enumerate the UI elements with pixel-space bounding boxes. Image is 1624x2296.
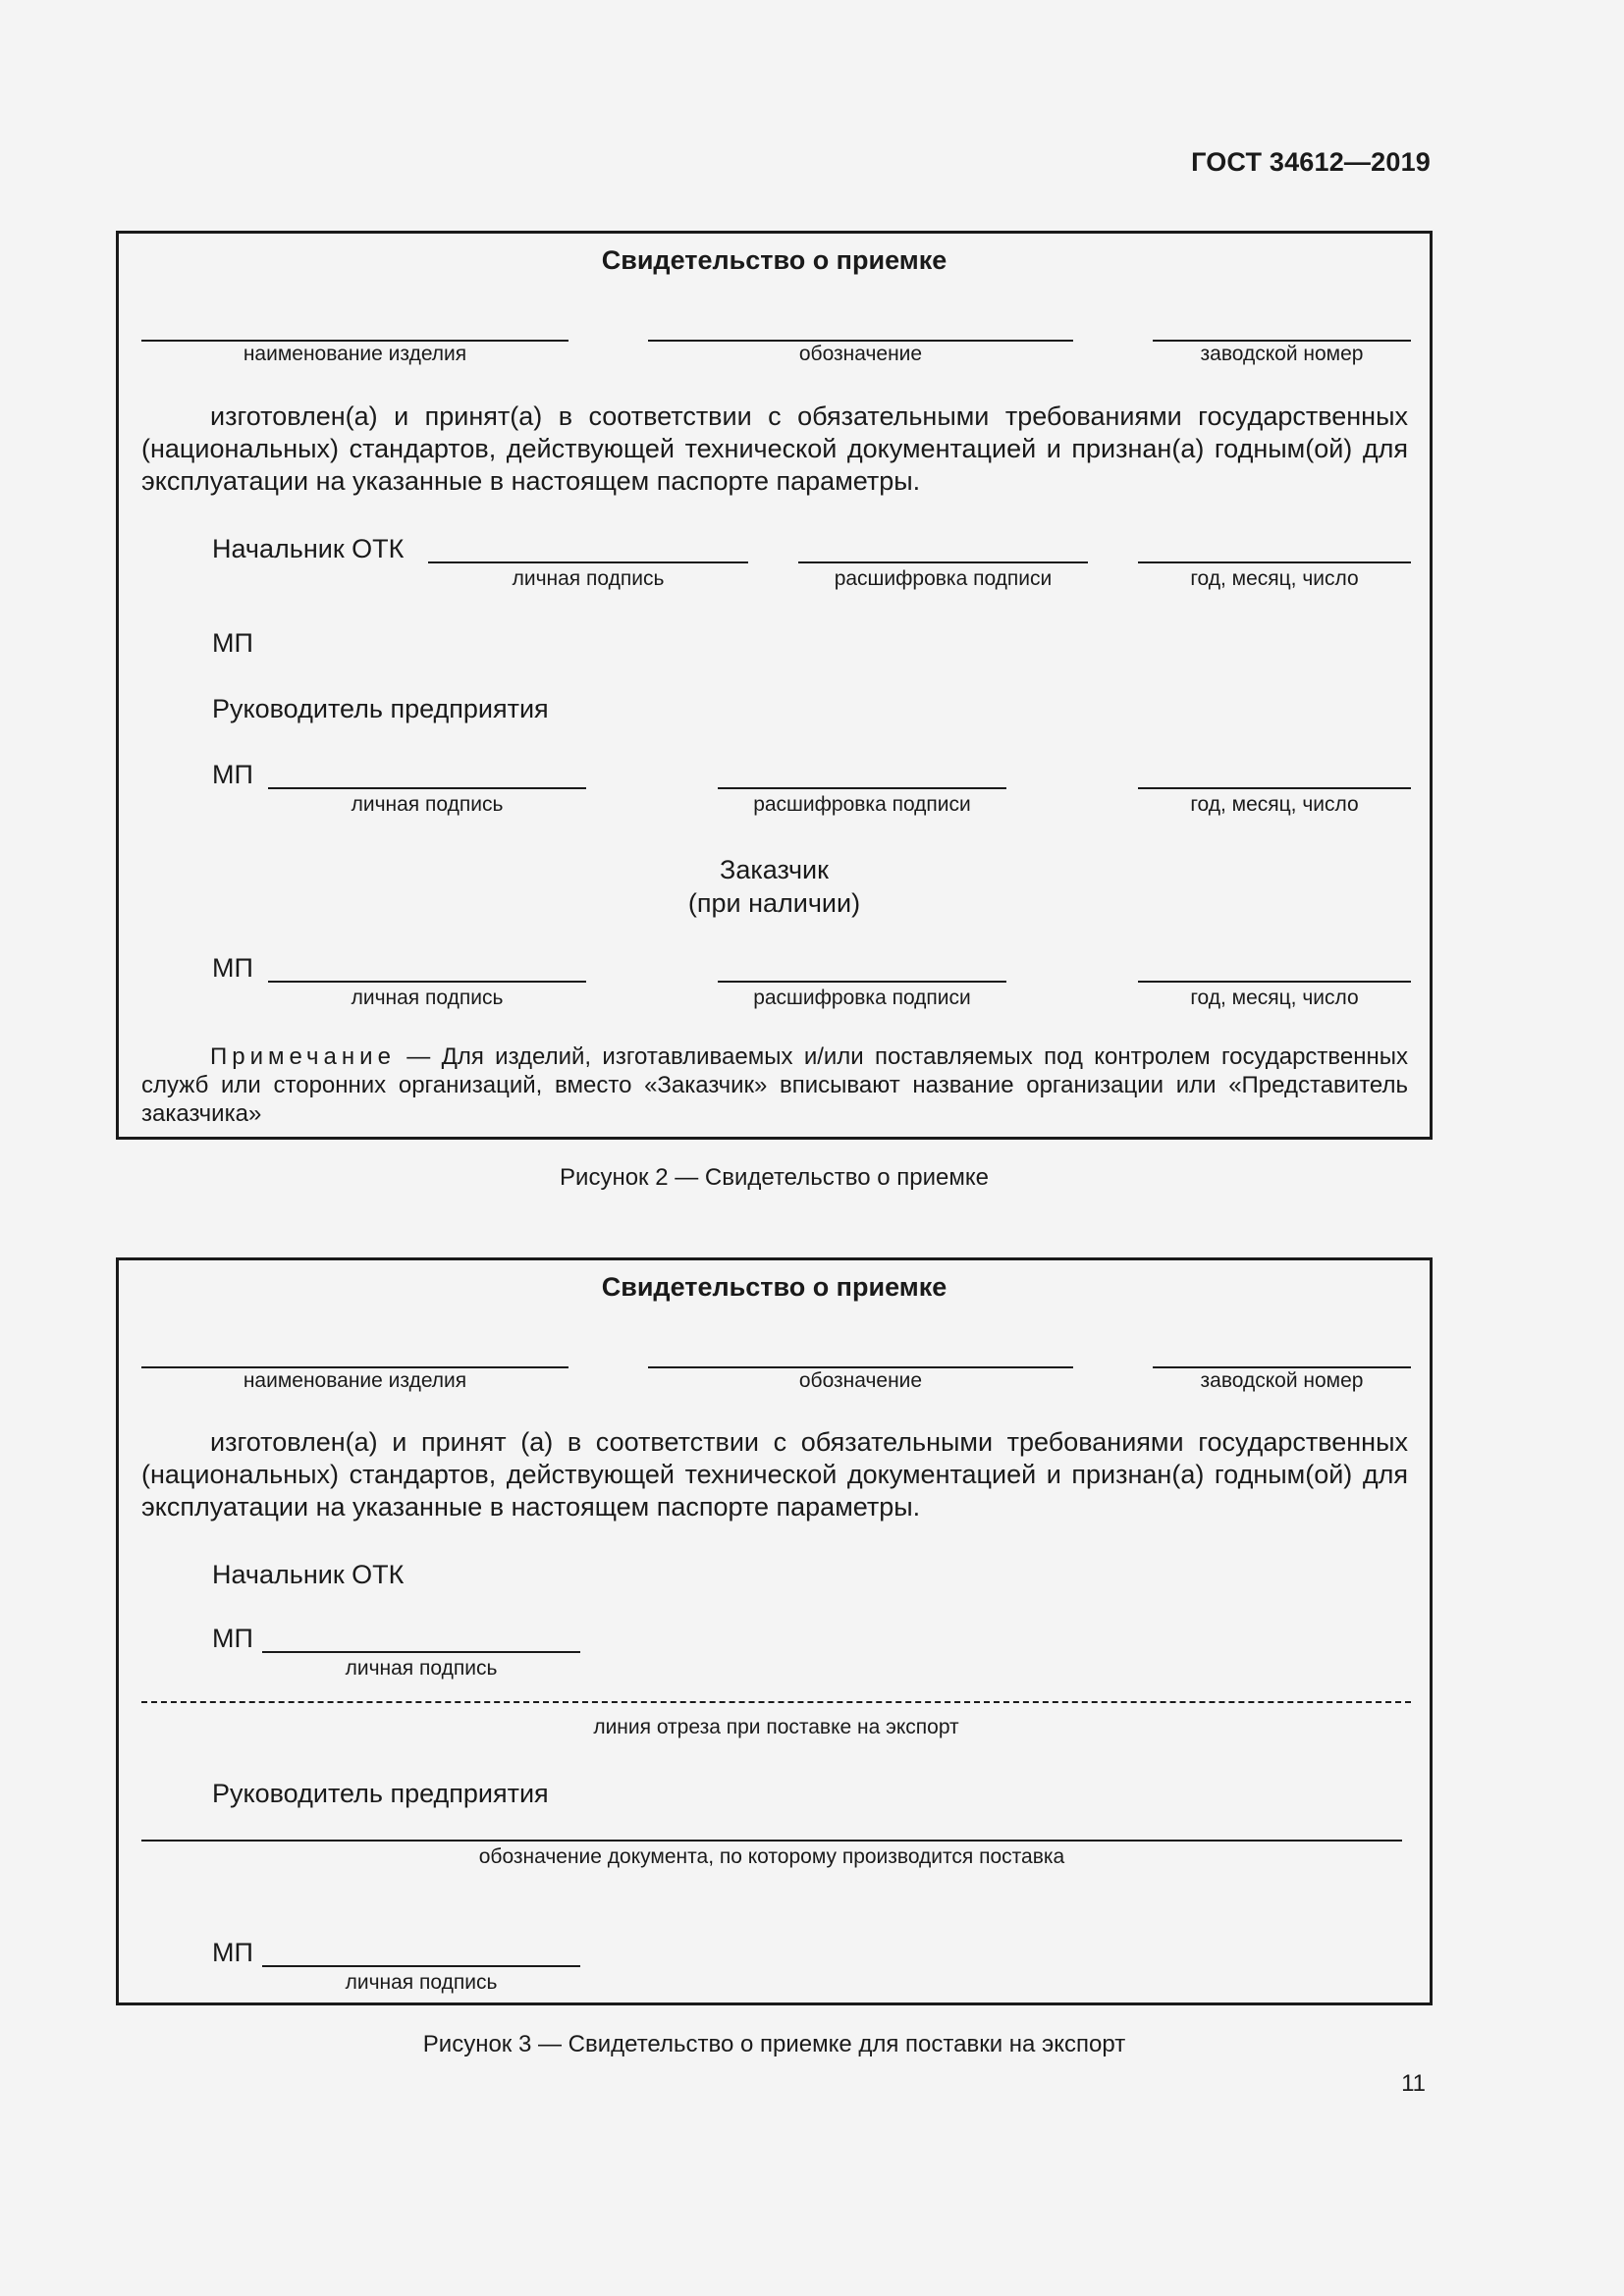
stamp-label: МП [212,628,253,658]
figure-caption: Рисунок 2 — Свидетельство о приемке [560,1164,989,1191]
export-acceptance-certificate-form [116,1257,1433,2005]
date-line [1138,981,1411,983]
designation-line [648,1366,1073,1368]
signature-transcript-caption: расшифровка подписи [753,987,971,1009]
serial-number-caption: заводской номер [1200,1369,1364,1392]
designation-line [648,340,1073,342]
product-name-caption: наименование изделия [243,1369,467,1392]
acceptance-statement: изготовлен(а) и принят (а) в соответствии с обязательными требованиями государственных (национальных) стандартов, действующей технической документацией и признан(а) годным(ой) для эксплуатации на указанные в настоящем паспорте параметры. [141,1427,1408,1522]
otk-chief-label: Начальник ОТК [212,534,405,563]
signature-transcript-line [718,981,1006,983]
serial-number-line [1153,340,1411,342]
date-caption: год, месяц, число [1190,793,1359,816]
serial-number-caption: заводской номер [1200,343,1364,365]
stamp-label: МП [212,760,253,789]
date-line [1138,561,1411,563]
signature-caption: личная подпись [345,1971,498,1994]
serial-number-line [1153,1366,1411,1368]
signature-caption: личная подпись [512,567,665,590]
signature-line [428,561,748,563]
signature-transcript-caption: расшифровка подписи [834,567,1053,590]
signature-caption: личная подпись [351,793,504,816]
document-designation-line [141,1840,1402,1842]
signature-line [262,1965,580,1967]
signature-transcript-line [798,561,1088,563]
director-label: Руководитель предприятия [212,1779,549,1808]
signature-transcript-line [718,787,1006,789]
stamp-label: МП [212,1624,253,1653]
cut-line-caption: линия отреза при поставке на экспорт [593,1716,959,1738]
document-designation-caption: обозначение документа, по которому производится поставка [478,1845,1065,1868]
product-name-line [141,340,568,342]
signature-caption: личная подпись [351,987,504,1009]
date-caption: год, месяц, число [1190,567,1359,590]
signature-line [268,981,586,983]
form-note [141,1042,1408,1128]
date-line [1138,787,1411,789]
note-label: Примечание [210,1043,396,1070]
page-number: 11 [1401,2070,1426,2097]
signature-line [268,787,586,789]
form-title: Свидетельство о приемке [601,245,947,275]
date-caption: год, месяц, число [1190,987,1359,1009]
customer-optional-note: (при наличии) [687,888,861,918]
designation-caption: обозначение [798,343,923,365]
customer-label: Заказчик [720,855,829,884]
stamp-label: МП [212,1938,253,1967]
director-label: Руководитель предприятия [212,694,549,723]
stamp-label: МП [212,953,253,983]
note-text: — Для изделий, изготавливаемых и/или поставляемых под контролем государственных служб или сторонних организаций, вместо «Заказчик» вписывают название организации или «Представитель заказчика» [141,1043,1408,1127]
acceptance-statement: изготовлен(а) и принят(а) в соответствии с обязательными требованиями государственных (национальных) стандартов, действующей технической документацией и признан(а) годным(ой) для эксплуатации на указанные в настоящем паспорте параметры. [141,401,1408,496]
designation-caption: обозначение [798,1369,923,1392]
acceptance-certificate-form [116,231,1433,1140]
otk-chief-label: Начальник ОТК [212,1560,405,1589]
cut-line [141,1701,1411,1703]
product-name-caption: наименование изделия [243,343,467,365]
product-name-line [141,1366,568,1368]
signature-line [262,1651,580,1653]
figure-caption: Рисунок 3 — Свидетельство о приемке для поставки на экспорт [422,2031,1126,2057]
signature-caption: личная подпись [345,1657,498,1680]
form-title: Свидетельство о приемке [601,1272,947,1302]
signature-transcript-caption: расшифровка подписи [753,793,971,816]
document-header: ГОСТ 34612—2019 [1191,147,1431,177]
